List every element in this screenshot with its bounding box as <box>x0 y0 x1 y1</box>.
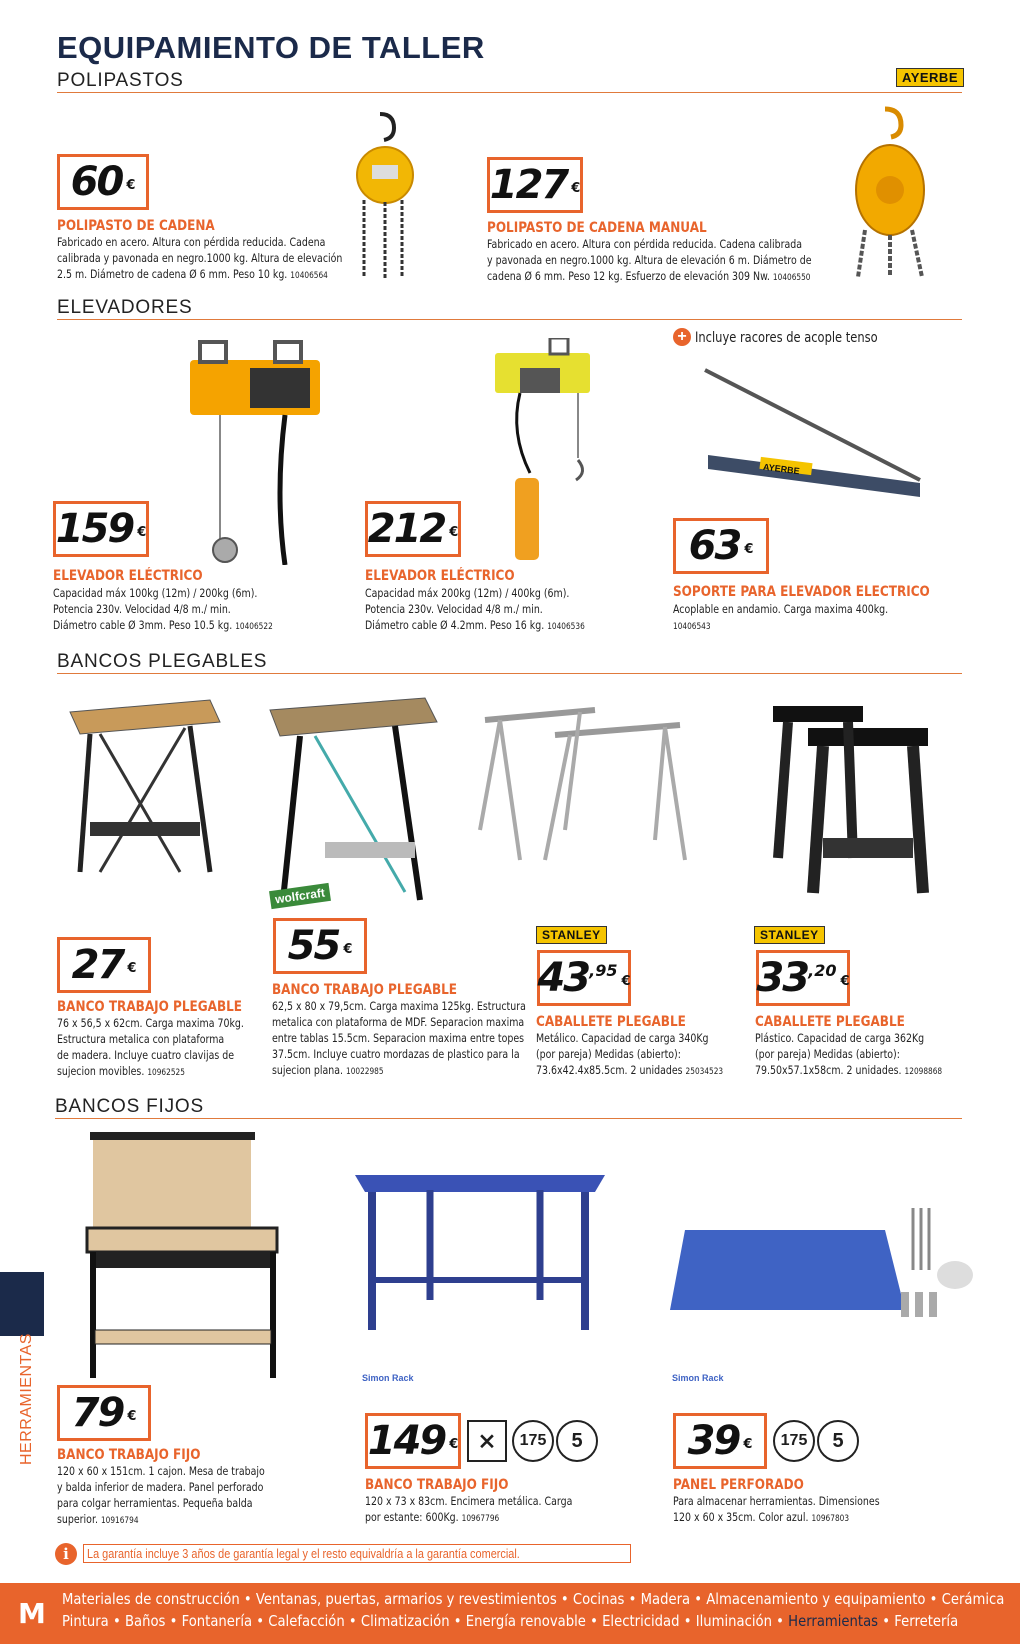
price-value: 149 <box>367 1418 446 1464</box>
price-tag <box>57 154 149 210</box>
price-tag <box>756 950 850 1006</box>
plus-icon: + <box>673 328 691 346</box>
price-value: 159 <box>55 506 134 552</box>
chain-hoist-image <box>350 110 420 280</box>
price-value: 60 <box>70 159 123 205</box>
product-name: ELEVADOR ELÉCTRICO <box>365 568 515 584</box>
currency: € <box>126 178 136 193</box>
price-value: 127 <box>489 162 568 208</box>
electric-hoist-image <box>490 338 600 563</box>
product-name: BANCO TRABAJO PLEGABLE <box>57 999 243 1015</box>
product-description: Capacidad máx 200kg (12m) / 400kg (6m). Potencia 230v. Velocidad 4/8 m./ min. Diámetro cable Ø 4.2mm. Peso 16 kg. 10406536 <box>365 586 585 632</box>
product-code: 10916794 <box>100 1516 139 1526</box>
price-decimals: ,95 <box>589 961 618 980</box>
product-code: 10022985 <box>346 1067 384 1077</box>
product-code: 10406522 <box>235 622 273 632</box>
price-value: 33 <box>756 955 809 1001</box>
wolfcraft-logo: wolfcraft <box>269 883 331 909</box>
price-tag <box>673 1413 767 1469</box>
currency: € <box>343 942 353 957</box>
currency: € <box>743 1437 753 1452</box>
product-code: 10406564 <box>290 271 328 281</box>
simon-rack-logo: Simon Rack <box>362 1373 414 1383</box>
product-name: POLIPASTO DE CADENA MANUAL <box>487 220 707 236</box>
product-description: 76 x 56,5 x 62cm. Carga maxima 70kg. Estructura metalica con plataforma de madera. Incluye cuatro clavijas de sujecion movibles. 10962525 <box>57 1016 244 1078</box>
plastic-sawhorse-image <box>768 698 938 898</box>
electric-hoist-image <box>180 340 330 565</box>
currency: € <box>449 1437 459 1452</box>
price-tag <box>57 1385 151 1441</box>
price-value: 63 <box>688 523 741 569</box>
section-title-bancos-fijos: BANCOS FIJOS <box>55 1096 204 1117</box>
currency: € <box>840 974 850 989</box>
screwless-icon: ⨯ <box>467 1420 507 1462</box>
product-description: 120 x 60 x 151cm. 1 cajon. Mesa de trabajo y balda inferior de madera. Panel perforado para colgar herramientas. Pequeña balda superior. 10916794 <box>57 1464 265 1526</box>
product-name: CABALLETE PLEGABLE <box>536 1014 686 1030</box>
hoist-support-image <box>700 365 930 505</box>
simon-rack-logo: Simon Rack <box>672 1373 724 1383</box>
product-description: Metálico. Capacidad de carga 340Kg (por pareja) Medidas (abierto): 73.6x42.4x85.5cm. 2 unidades 25034523 <box>536 1031 724 1077</box>
stanley-logo: STANLEY <box>754 926 825 944</box>
currency: € <box>127 961 137 976</box>
product-description: 62,5 x 80 x 79,5cm. Carga maxima 125kg. Estructura metalica con plataforma de MDF. Separacion maxima entre tablas 15.5cm. Separacion maxima entre topes 37.5cm. Incluye cuatro mordazas de plastico para la sujecion plana. 10022985 <box>272 999 526 1077</box>
price-tag <box>57 937 151 993</box>
section-title-elevadores: ELEVADORES <box>57 297 193 318</box>
section-divider <box>55 1118 962 1119</box>
currency: € <box>571 181 581 196</box>
warranty-years-badge: 5 <box>817 1420 859 1462</box>
price-tag <box>273 918 367 974</box>
stanley-logo: STANLEY <box>536 926 607 944</box>
guarantee-text: La garantía incluye 3 años de garantía legal y el resto equivaldría a la garantía comercial. <box>87 1546 520 1561</box>
product-code: 10962525 <box>147 1068 185 1078</box>
product-name: POLIPASTO DE CADENA <box>57 218 215 234</box>
price-decimals: ,20 <box>808 961 837 980</box>
product-name: CABALLETE PLEGABLE <box>755 1014 905 1030</box>
footer-categories-line-2[interactable]: Pintura • Baños • Fontanería • Calefacción • Climatización • Energía renovable • Electricidad • Iluminación • Herramientas • Ferretería <box>62 1612 959 1630</box>
brand-logo-icon: M <box>18 1597 46 1630</box>
footer-categories-line-1[interactable]: Materiales de construcción • Ventanas, puertas, armarios y revestimientos • Cocinas • Madera • Almacenamiento y equipamiento • Cerámica <box>62 1590 1005 1608</box>
metal-sawhorse-image <box>475 700 690 870</box>
page-title: EQUIPAMIENTO DE TALLER <box>57 30 485 65</box>
ayerbe-label: AYERBE <box>762 461 801 477</box>
product-description: Plástico. Capacidad de carga 362Kg (por pareja) Medidas (abierto): 79.50x57.1x58cm. 2 unidades. 12098868 <box>755 1031 943 1077</box>
price-value: 27 <box>71 942 124 988</box>
product-description: Capacidad máx 100kg (12m) / 200kg (6m). Potencia 230v. Velocidad 4/8 m./ min. Diámetro cable Ø 3mm. Peso 10.5 kg. 10406522 <box>53 586 273 632</box>
currency: € <box>621 974 631 989</box>
price-tag <box>365 501 461 557</box>
product-description: Fabricado en acero. Altura con pérdida reducida. Cadena calibrada y pavonada en negro.1000 kg. Altura de elevación 2.5 m. Diámetro de cadena Ø 6 mm. Peso 10 kg. 10406564 <box>57 235 343 281</box>
metal-workbench-image <box>350 1170 610 1340</box>
price-value: 79 <box>71 1390 124 1436</box>
info-icon: i <box>55 1543 77 1565</box>
price-tag <box>487 157 583 213</box>
price-tag <box>673 518 769 574</box>
product-description: 120 x 73 x 83cm. Encimera metálica. Carga por estante: 600Kg. 10967796 <box>365 1494 573 1524</box>
manual-chain-hoist-image <box>840 105 940 280</box>
product-code: 10406543 <box>673 622 711 632</box>
product-name: BANCO TRABAJO FIJO <box>365 1477 509 1493</box>
section-title-bancos-plegables: BANCOS PLEGABLES <box>57 651 268 672</box>
warranty-years-badge: 5 <box>556 1420 598 1462</box>
product-description: Para almacenar herramientas. Dimensiones 120 x 60 x 35cm. Color azul. 10967803 <box>673 1494 880 1524</box>
load-capacity-badge: 175 <box>512 1420 554 1462</box>
fixed-workbench-image <box>85 1130 285 1380</box>
folding-workbench-image <box>60 692 230 882</box>
currency: € <box>127 1409 137 1424</box>
price-value: 55 <box>287 923 340 969</box>
product-name: PANEL PERFORADO <box>673 1477 804 1493</box>
guarantee-note <box>83 1544 631 1563</box>
product-name: BANCO TRABAJO FIJO <box>57 1447 201 1463</box>
section-divider <box>57 92 962 93</box>
currency: € <box>744 542 754 557</box>
product-name: SOPORTE PARA ELEVADOR ELECTRICO <box>673 584 930 600</box>
section-title-polipastos: POLIPASTOS <box>57 70 184 91</box>
price-tag <box>53 501 149 557</box>
currency: € <box>449 525 459 540</box>
load-capacity-badge: 175 <box>773 1420 815 1462</box>
product-code: 25034523 <box>685 1067 724 1077</box>
product-name: ELEVADOR ELÉCTRICO <box>53 568 203 584</box>
sidebar-tab <box>0 1272 44 1336</box>
note-racores: Incluye racores de acople tenso <box>695 330 878 346</box>
price-tag <box>537 950 631 1006</box>
section-divider <box>57 319 962 320</box>
product-description: Acoplable en andamio. Carga maxima 400kg. 10406543 <box>673 602 889 632</box>
product-name: BANCO TRABAJO PLEGABLE <box>272 982 458 998</box>
product-code: 10967796 <box>461 1514 500 1524</box>
product-code: 10406536 <box>547 622 585 632</box>
currency: € <box>137 525 147 540</box>
product-description: Fabricado en acero. Altura con pérdida reducida. Cadena calibrada y pavonada en negro.1000 kg. Altura de elevación 6 m. Diámetro de cadena Ø 6 mm. Peso 12 kg. Esfuerzo de elevación 309 Nw. 10406550 <box>487 237 812 283</box>
price-tag <box>365 1413 461 1469</box>
folding-workbench-image <box>265 692 445 907</box>
section-divider <box>57 673 962 674</box>
pegboard-image <box>665 1200 985 1325</box>
price-value: 43 <box>537 955 590 1001</box>
footer-category-active[interactable]: Herramientas <box>788 1612 879 1630</box>
product-code: 10406550 <box>772 273 811 283</box>
product-code: 10967803 <box>811 1514 850 1524</box>
ayerbe-logo: AYERBE <box>896 68 964 87</box>
footer-bar <box>0 1583 1020 1644</box>
price-value: 212 <box>367 506 446 552</box>
sidebar-label: HERRAMIENTAS <box>18 1333 35 1465</box>
product-code: 12098868 <box>904 1067 943 1077</box>
price-value: 39 <box>687 1418 740 1464</box>
